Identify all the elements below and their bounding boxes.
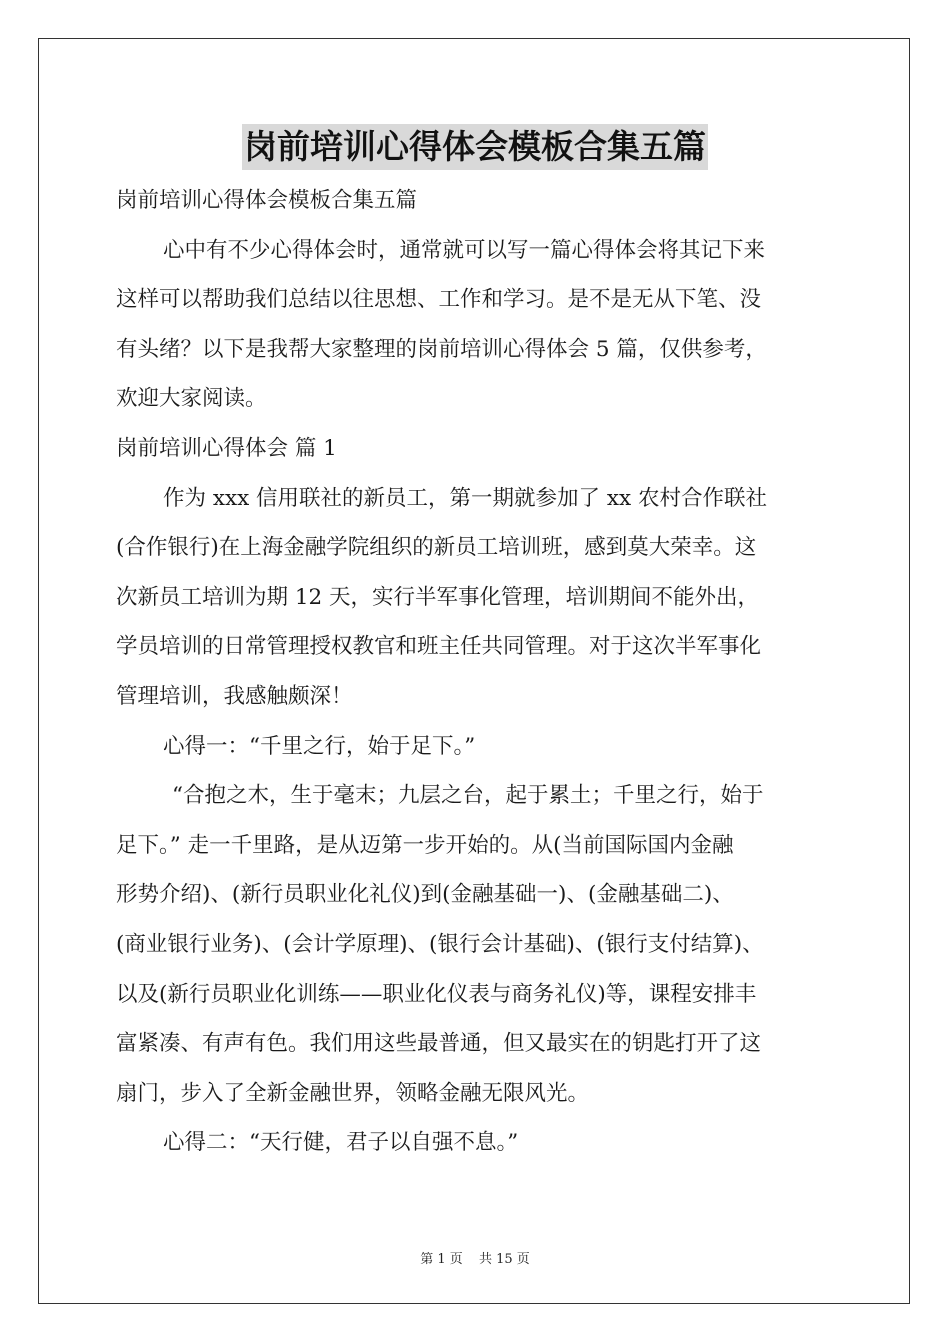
- body-paragraph-line: 作为 xxx 信用联社的新员工，第一期就参加了 xx 农村合作联社: [163, 485, 767, 511]
- document-body: [116, 176, 841, 1168]
- body-paragraph-line: 足下。” 走一千里路，是从迈第一步开始的。从(当前国际国内金融: [116, 832, 734, 858]
- body-paragraph-line: 学员培训的日常管理授权教官和班主任共同管理。对于这次半军事化: [116, 634, 762, 660]
- subtitle-line: 岗前培训心得体会模板合集五篇: [116, 188, 418, 213]
- body-paragraph-line: 形势介绍)、(新行员职业化礼仪)到(金融基础一)、(金融基础二)、: [116, 882, 734, 908]
- insight-heading: 心得一：“千里之行，始于足下。”: [163, 733, 476, 759]
- page-number: 第 1 页: [420, 1252, 463, 1267]
- section-heading: 岗前培训心得体会 篇 1: [116, 435, 337, 461]
- body-paragraph-line: 次新员工培训为期 12 天，实行半军事化管理，培训期间不能外出，: [116, 584, 760, 610]
- intro-paragraph-line: 有头绪？以下是我帮大家整理的岗前培训心得体会 5 篇，仅供参考，: [116, 336, 767, 362]
- body-paragraph-line: (合作银行)在上海金融学院组织的新员工培训班，感到莫大荣幸。这: [116, 535, 757, 561]
- page-footer: [0, 1248, 950, 1267]
- body-paragraph-line: 以及(新行员职业化训练——职业化仪表与商务礼仪)等，课程安排丰: [116, 981, 757, 1007]
- body-paragraph-line: (商业银行业务)、(会计学原理)、(银行会计基础)、(银行支付结算)、: [116, 931, 764, 957]
- page-total: 共 15 页: [478, 1252, 530, 1267]
- body-paragraph-line: 管理培训，我感触颇深！: [116, 683, 353, 709]
- body-paragraph-line: 扇门，步入了全新金融世界，领略金融无限风光。: [116, 1080, 590, 1106]
- intro-paragraph-line: 这样可以帮助我们总结以往思想、工作和学习。是不是无从下笔、没: [116, 287, 762, 313]
- body-paragraph-line: “合抱之木，生于毫末；九层之台，起于累土；千里之行，始于: [172, 783, 764, 809]
- document-title: [0, 124, 950, 170]
- insight-heading: 心得二：“天行健，君子以自强不息。”: [163, 1130, 519, 1156]
- body-paragraph-line: 富紧凑、有声有色。我们用这些最普通，但又最实在的钥匙打开了这: [116, 1031, 762, 1057]
- intro-paragraph-line: 心中有不少心得体会时，通常就可以写一篇心得体会将其记下来: [163, 237, 766, 263]
- document-title-text: 岗前培训心得体会模板合集五篇: [242, 124, 708, 170]
- intro-paragraph-line: 欢迎大家阅读。: [116, 386, 267, 412]
